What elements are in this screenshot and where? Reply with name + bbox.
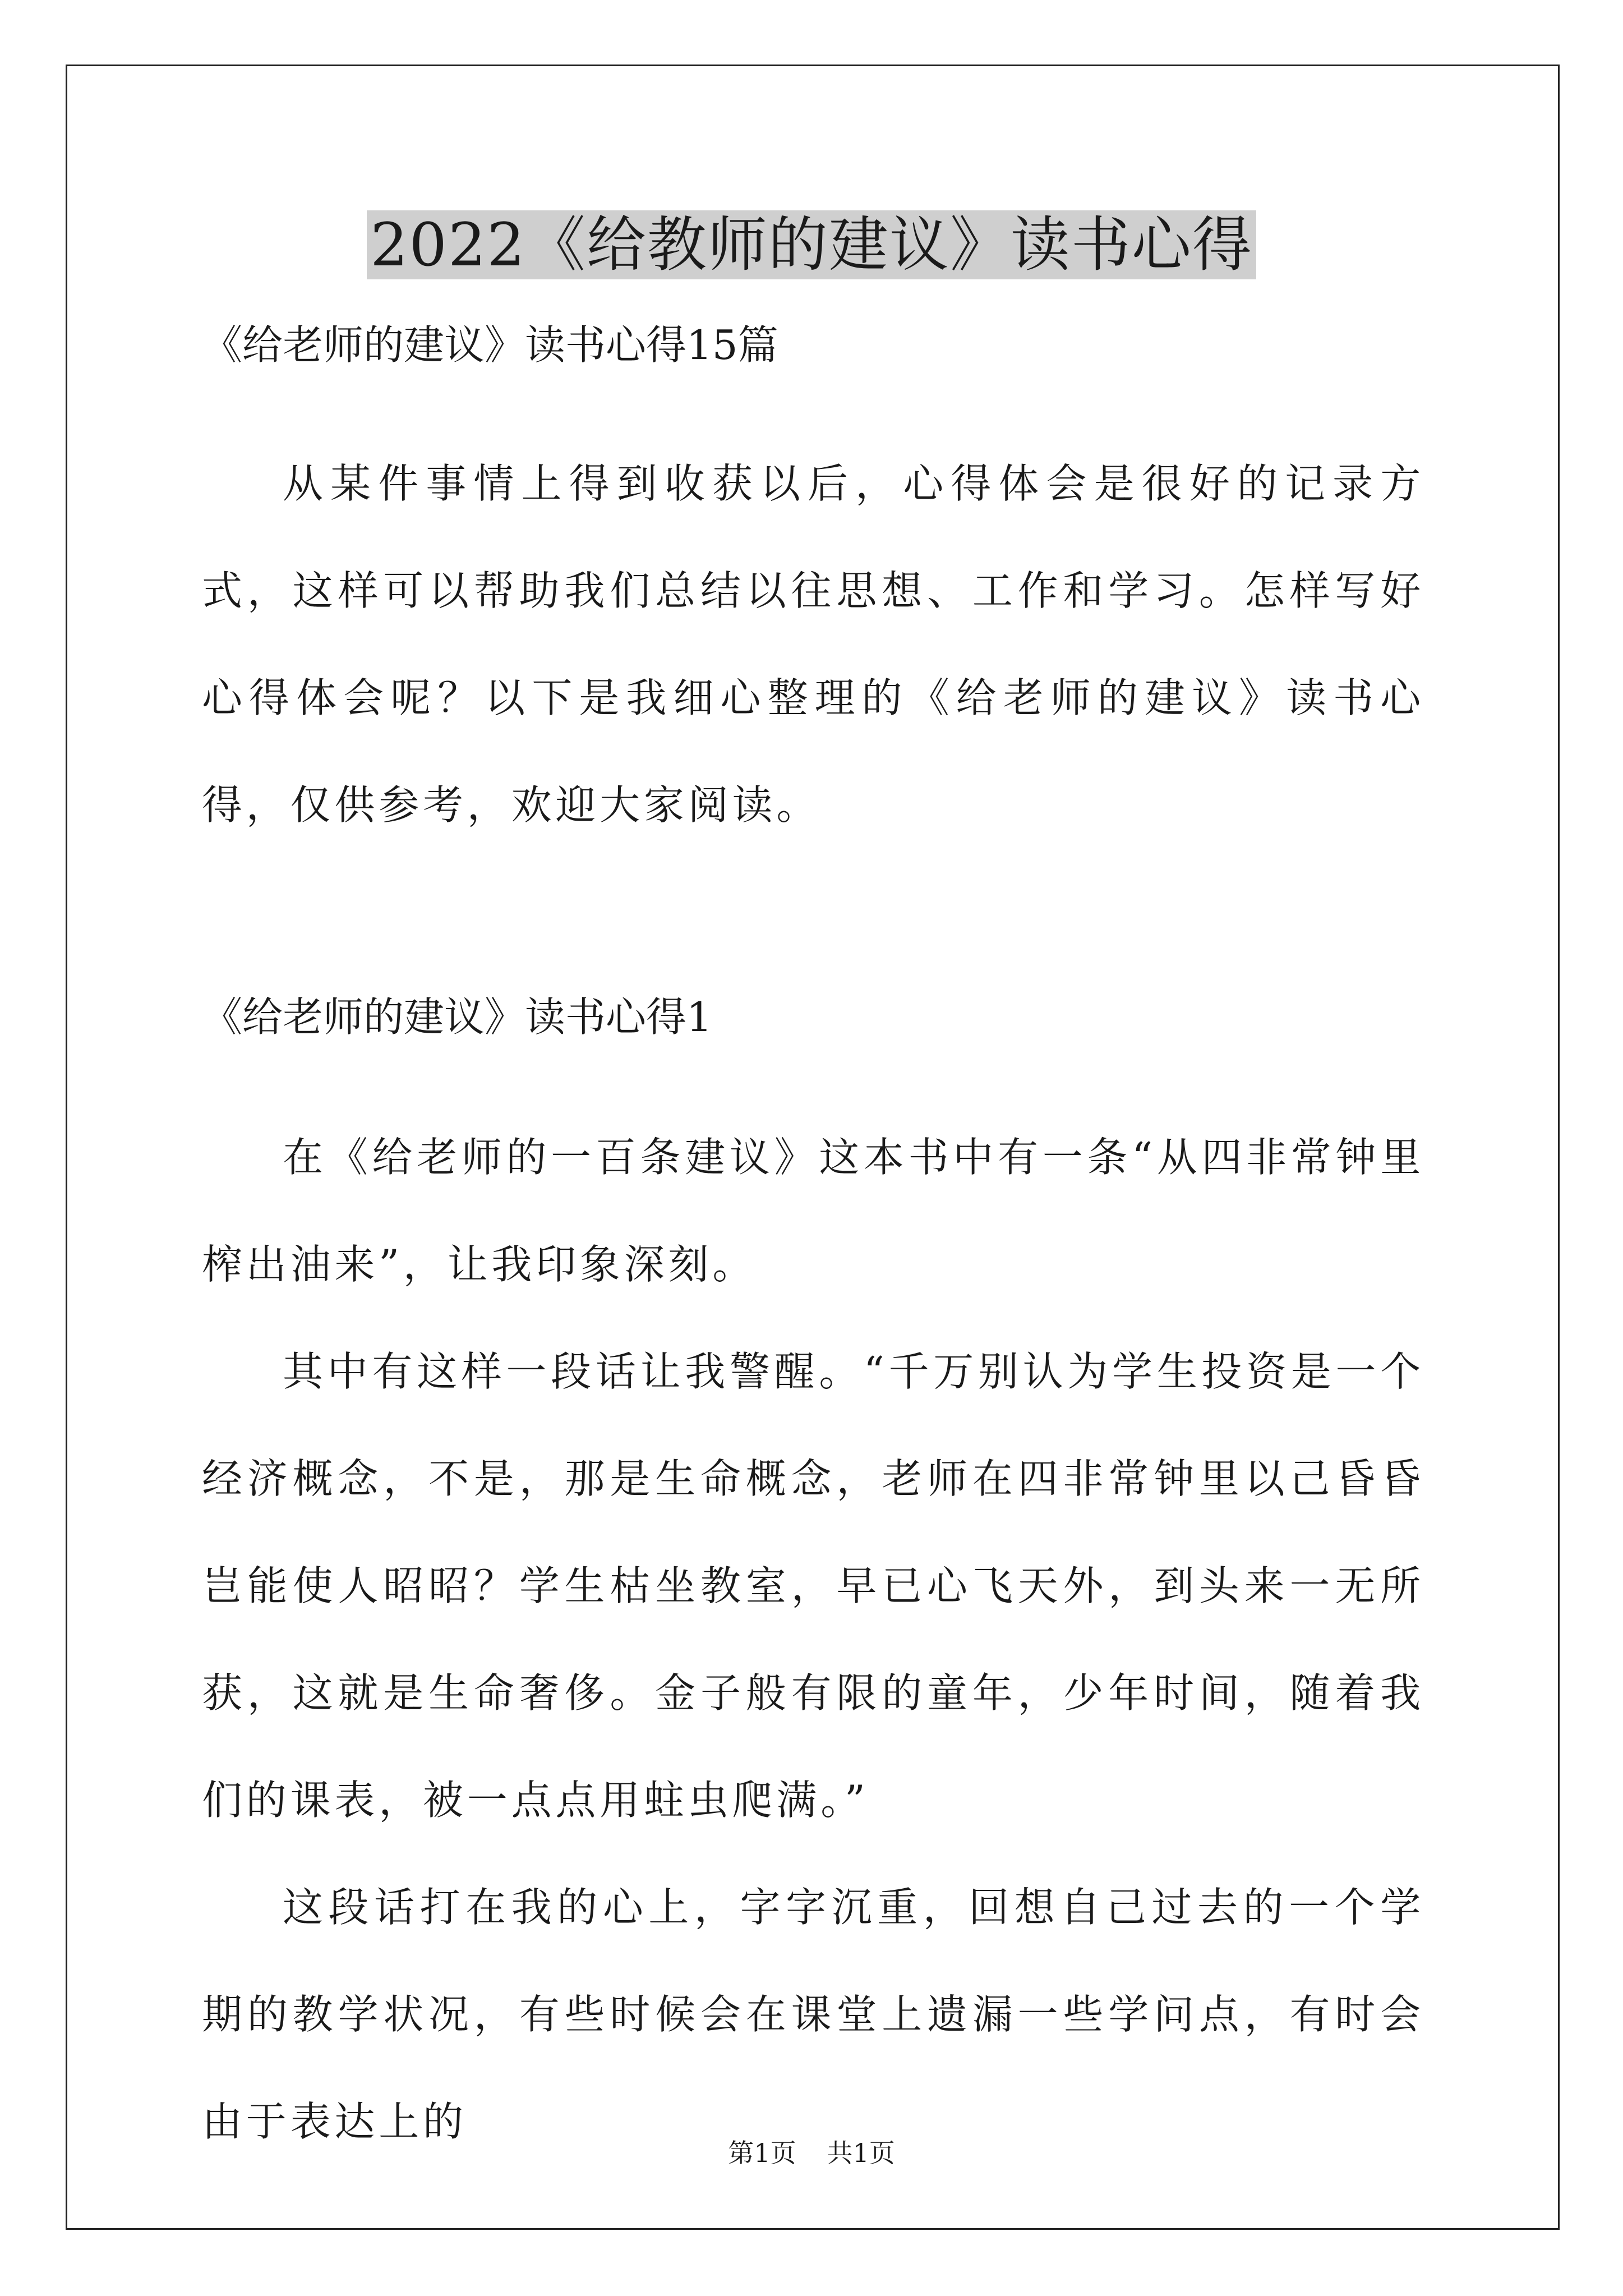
- page-footer: [0, 2136, 1623, 2170]
- document-title-text: 2022《给教师的建议》读书心得: [367, 210, 1256, 279]
- body-paragraph: 这段话打在我的心上，字字沉重，回想自己过去的一个学期的教学状况，有些时候会在课堂上遗漏一些学问点，有时会由于表达上的: [202, 1884, 1424, 2145]
- document-body: [202, 311, 1424, 2175]
- spacer: [202, 859, 1424, 983]
- page-number-total: 共1页: [827, 2138, 895, 2168]
- body-paragraph: 在《给老师的一百条建议》这本书中有一条“从四非常钟里榨出油来”，让我印象深刻。: [202, 1134, 1424, 1288]
- intro-heading: 《给老师的建议》读书心得15篇: [202, 321, 778, 369]
- body-paragraph: 其中有这样一段话让我警醒。“千万别认为学生投资是一个经济概念，不是，那是生命概念，老师在四非常钟里以己昏昏岂能使人昭昭？学生枯坐教室，早已心飞天外，到头来一无所获，这就是生命奢侈。金子般有限的童年，少年时间，随着我们的课表，被一点点用蛀虫爬满。”: [202, 1348, 1424, 1824]
- section-heading: 《给老师的建议》读书心得1: [202, 993, 712, 1041]
- spacer: [202, 1051, 1424, 1104]
- intro-paragraph: 从某件事情上得到收获以后，心得体会是很好的记录方式，这样可以帮助我们总结以往思想、工作和学习。怎样写好心得体会呢？以下是我细心整理的《给老师的建议》读书心得，仅供参考，欢迎大家阅读。: [202, 460, 1424, 829]
- document-title: [0, 203, 1623, 287]
- page-number-current: 第1页: [728, 2138, 796, 2168]
- spacer: [202, 379, 1424, 430]
